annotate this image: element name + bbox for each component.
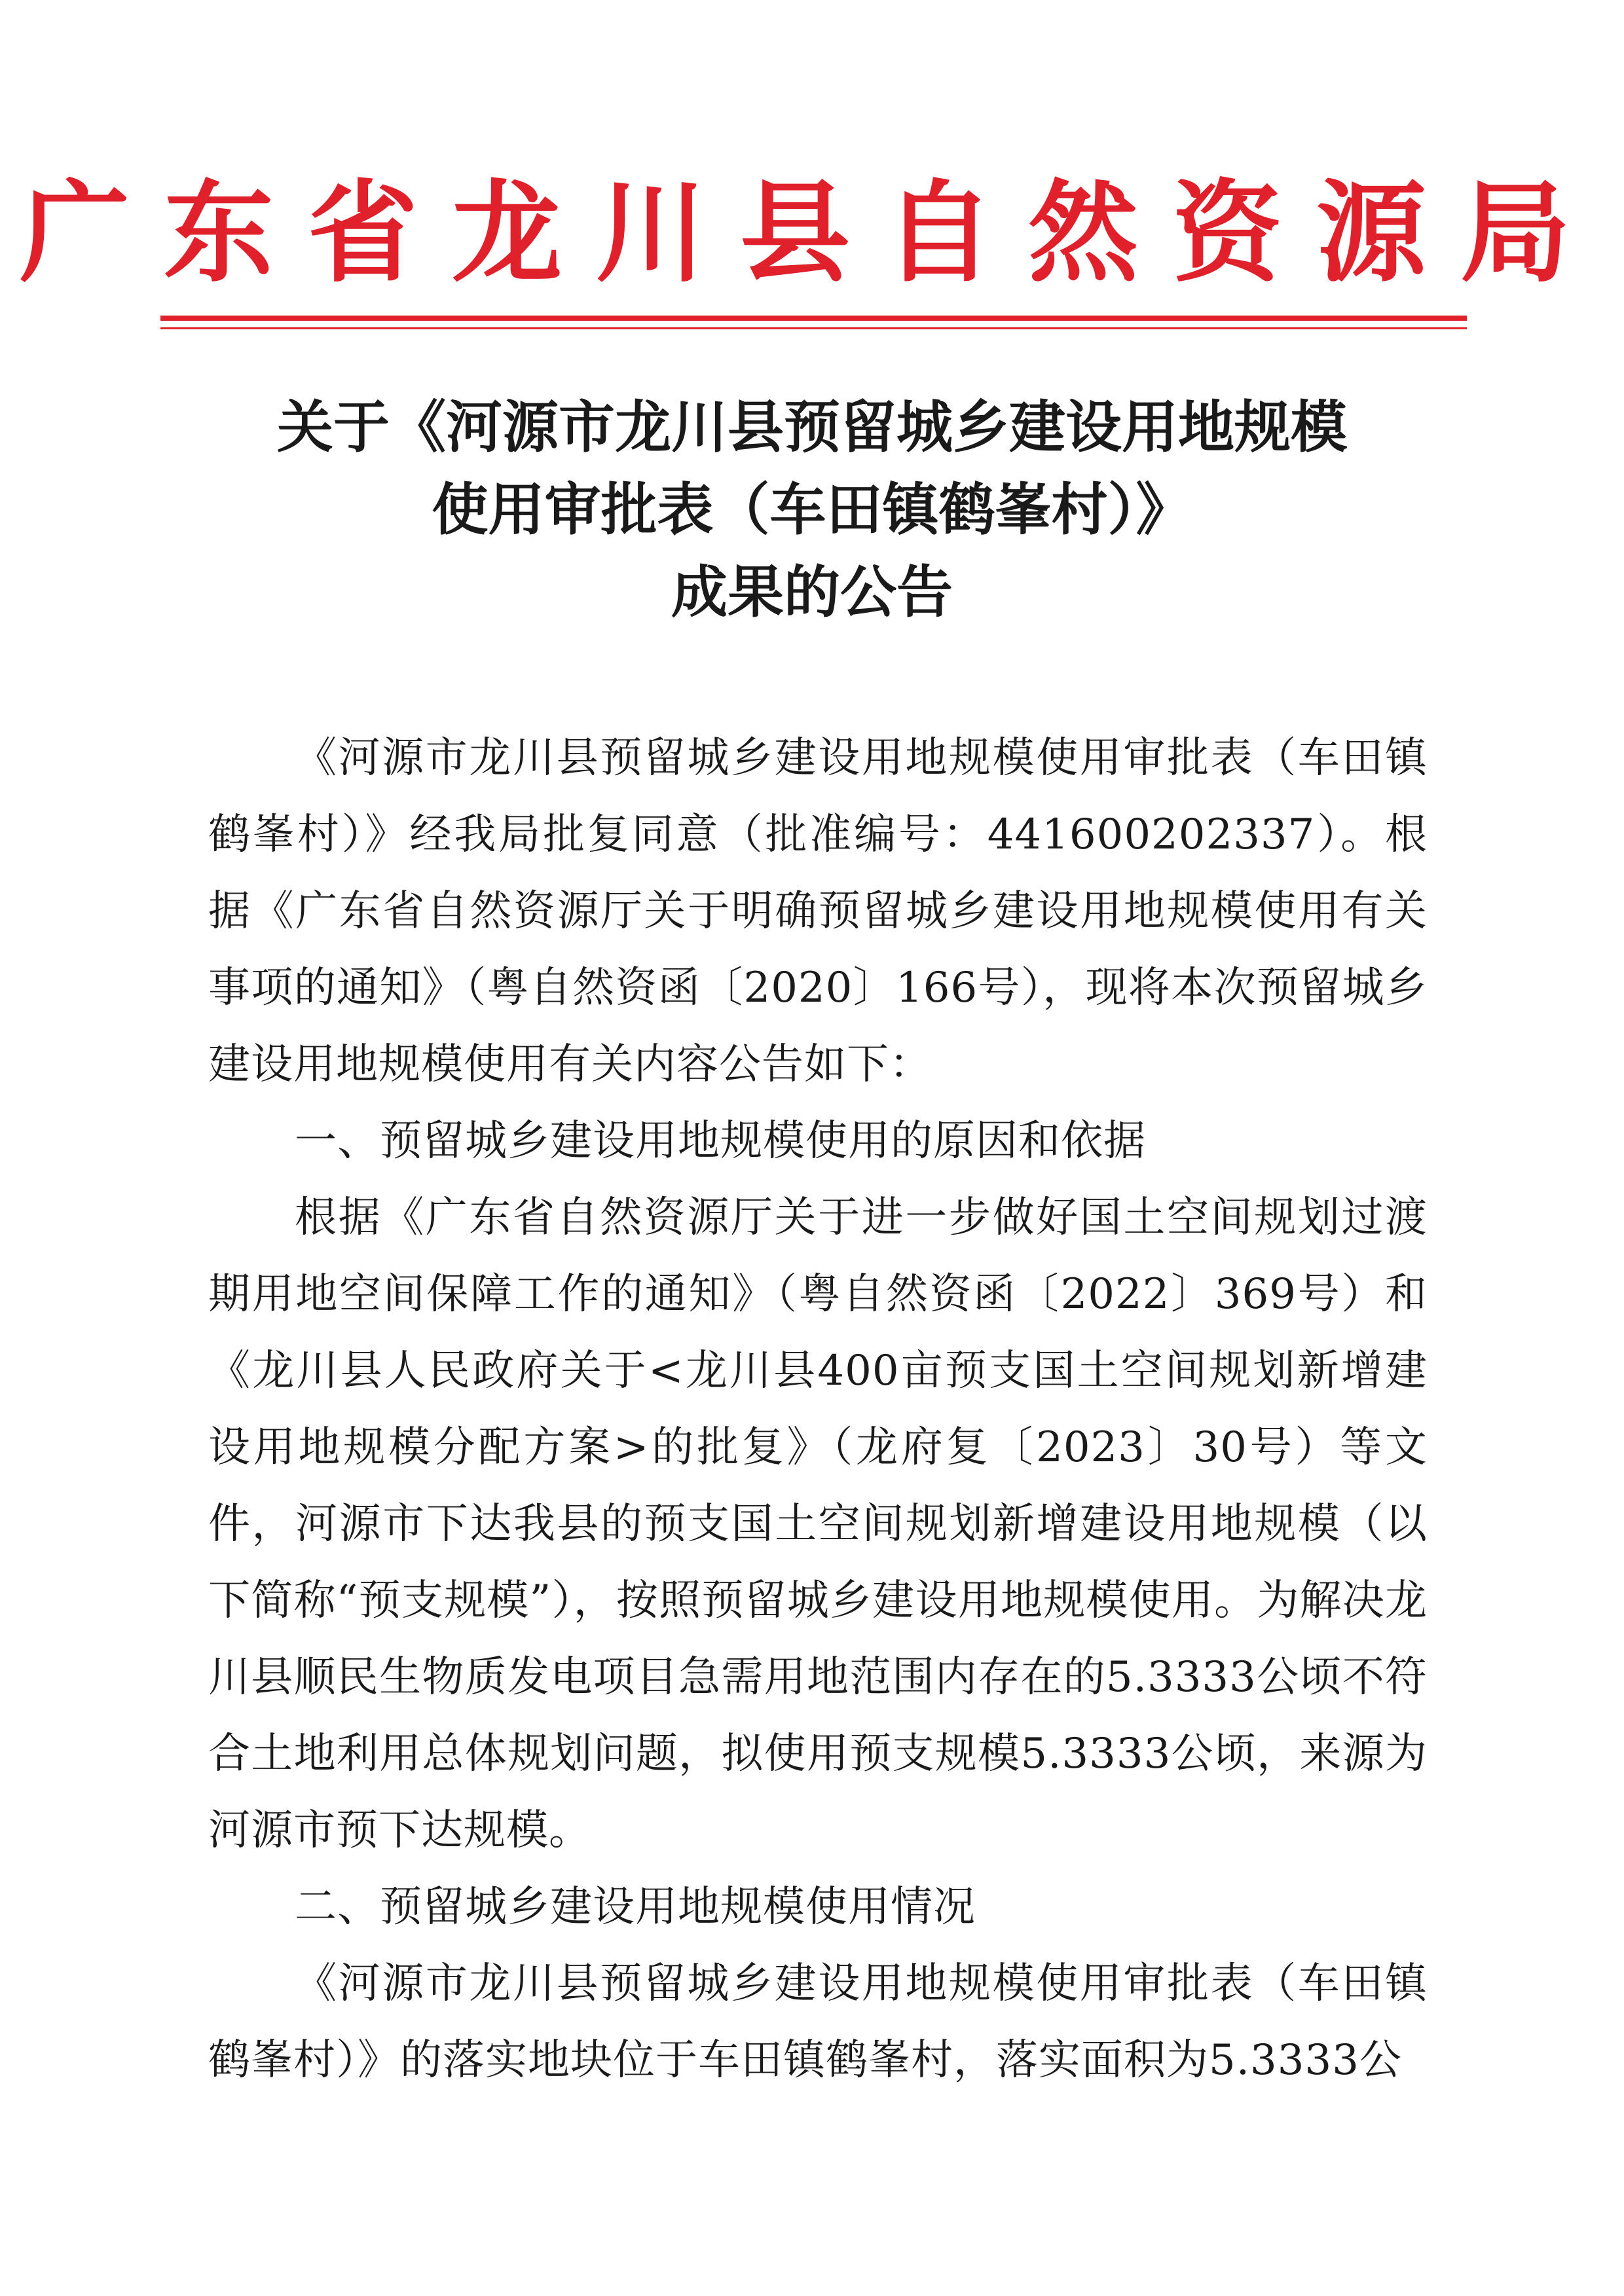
title-line-3: 成果的公告 bbox=[671, 559, 953, 625]
red-header-rule-thick bbox=[160, 316, 1467, 321]
body-paragraph-intro: 《河源市龙川县预留城乡建设用地规模使用审批表（车田镇鹤峯村）》经我局批复同意（批准编号：441600202337）。根据《广东省自然资源厅关于明确预留城乡建设用地规模使用有关事项的通知》（粤自然资函〔2020〕166号），现将本次预留城乡建设用地规模使用有关内容公告如下： bbox=[208, 734, 1428, 1089]
body-paragraph-usage: 《河源市龙川县预留城乡建设用地规模使用审批表（车田镇鹤峯村）》的落实地块位于车田镇鹤峯村，落实面积为5.3333公 bbox=[208, 1959, 1428, 2085]
title-line-1: 关于《河源市龙川县预留城乡建设用地规模 bbox=[277, 394, 1347, 460]
body-paragraph-basis: 根据《广东省自然资源厅关于进一步做好国土空间规划过渡期用地空间保障工作的通知》（粤自然资函〔2022〕369号）和《龙川县人民政府关于<龙川县400亩预支国土空间规划新增建设用地规模分配方案>的批复》（龙府复〔2023〕30号）等文件，河源市下达我县的预支国土空间规划新增建设用地规模（以下简称“预支规模”），按照预留城乡建设用地规模使用。为解决龙川县顺民生物质发电项目急需用地范围内存在的5.3333公顷不符合土地利用总体规划问题，拟使用预支规模5.3333公顷，来源为河源市预下达规模。 bbox=[208, 1194, 1428, 1855]
document-body bbox=[208, 720, 1428, 2099]
agency-masthead: 广东省龙川县自然资源局 bbox=[20, 168, 1604, 297]
section-heading-1: 一、预留城乡建设用地规模使用的原因和依据 bbox=[295, 1117, 1146, 1165]
red-header-rule-thin bbox=[160, 327, 1467, 329]
document-title bbox=[105, 386, 1519, 634]
title-line-2: 使用审批表（车田镇鹤峯村）》 bbox=[432, 477, 1192, 543]
section-heading-2: 二、预留城乡建设用地规模使用情况 bbox=[295, 1883, 976, 1931]
